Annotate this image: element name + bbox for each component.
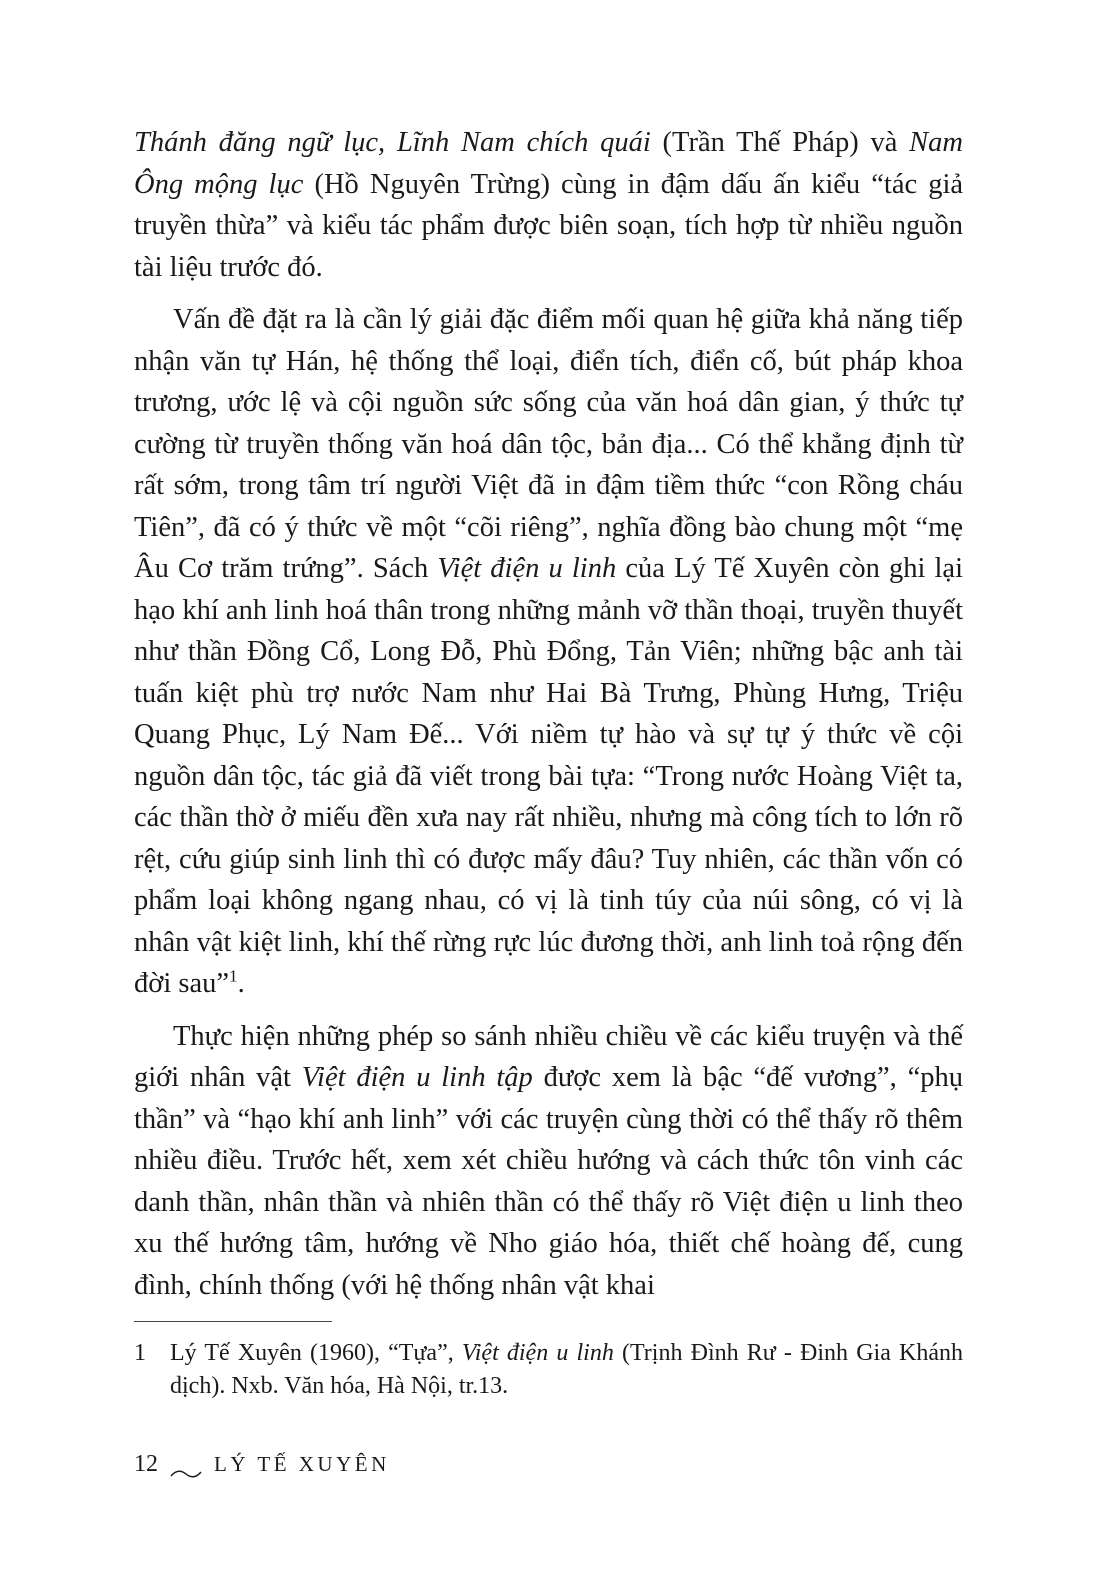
text-segment: Thực hiện những phép so sánh nhiều chiều về các kiểu truyện và thế giới nhân vật xyxy=(134,1020,963,1093)
text-segment: . xyxy=(237,968,245,999)
paragraph xyxy=(134,299,963,1005)
running-footer xyxy=(134,1449,390,1479)
text-segment: được xem là bậc “đế vương”, “phụ thần” và “hạo khí anh linh” với các truyện cùng thời có thể thấy rõ thêm nhiều điều. Trước hết, xem xét chiều hướng và cách thức tôn vinh các danh thần, nhân thần và nhiên thần có thể thấy rõ Việt điện u linh theo xu thế hướng tâm, hướng về Nho giáo hóa, thiết chế hoàng đế, cung đình, chính thống (với hệ thống nhân vật khai xyxy=(134,1062,963,1301)
page-number: 12 xyxy=(134,1451,158,1477)
text-italic: Việt điện u linh xyxy=(437,553,617,584)
text-segment: Vấn đề đặt ra là cần lý giải đặc điểm mối quan hệ giữa khả năng tiếp nhận văn tự Hán, hệ thống thể loại, điển tích, điển cố, bút pháp khoa trương, ước lệ và cội nguồn sức sống của văn hoá dân gian, ý thức tự cường từ truyền thống văn hoá dân tộc, bản địa... Có thể khẳng định từ rất sớm, trong tâm trí người Việt đã in đậm tiềm thức “con Rồng cháu Tiên”, đã có ý thức về một “cõi riêng”, nghĩa đồng bào chung một “mẹ Âu Cơ trăm trứng”. Sách xyxy=(134,304,963,584)
text-segment: (Hồ Nguyên Trừng) cùng in đậm dấu ấn kiểu “tác giả truyền thừa” và kiểu tác phẩm được biên soạn, tích hợp từ nhiều nguồn tài liệu trước đó. xyxy=(134,168,964,283)
text-segment: Lý Tế Xuyên (1960), “Tựa”, xyxy=(170,1340,462,1366)
text-italic: Việt điện u linh xyxy=(461,1340,614,1366)
footnote xyxy=(134,1337,963,1403)
footnote-text xyxy=(170,1337,963,1403)
book-title: LÝ TẾ XUYÊN xyxy=(214,1452,390,1476)
text-segment: (Trịnh Đình Rư - Đinh Gia Khánh dịch). Nxb. Văn hóa, Hà Nội, tr.13. xyxy=(170,1340,963,1399)
paragraph xyxy=(134,122,963,288)
text-segment: của Lý Tế Xuyên còn ghi lại hạo khí anh linh hoá thân trong những mảnh vỡ thần thoại, truyền thuyết như thần Đồng Cổ, Long Đỗ, Phù Đổng, Tản Viên; những bậc anh tài tuấn kiệt phù trợ nước Nam như Hai Bà Trưng, Phùng Hưng, Triệu Quang Phục, Lý Nam Đế... Với niềm tự hào và sự tự ý thức về cội nguồn dân tộc, tác giả đã viết trong bài tựa: “Trong nước Hoàng Việt ta, các thần thờ ở miếu đền xưa nay rất nhiều, nhưng mà công tích to lớn rõ rệt, cứu giúp sinh linh thì có được mấy đâu? Tuy nhiên, các thần vốn có phẩm loại không ngang nhau, có vị là tinh túy của núi sông, có vị là nhân vật kiệt linh, khí thế rừng rực lúc đương thời, anh linh toả rộng đến đời sau” xyxy=(134,553,963,999)
tilde-ornament-icon xyxy=(170,1458,202,1470)
footnote-divider xyxy=(134,1321,332,1322)
footnote-number: 1 xyxy=(134,1340,146,1366)
paragraph xyxy=(134,1016,963,1307)
text-segment: (Trần Thế Pháp) và xyxy=(650,127,910,158)
text-italic: Việt điện u linh tập xyxy=(301,1062,533,1093)
body-text xyxy=(134,122,963,1317)
footnote-reference[interactable]: 1 xyxy=(229,966,238,986)
text-italic: Nam Ông mộng lục xyxy=(134,127,963,200)
text-italic: Thánh đăng ngữ lục, Lĩnh Nam chích quái xyxy=(134,127,651,158)
